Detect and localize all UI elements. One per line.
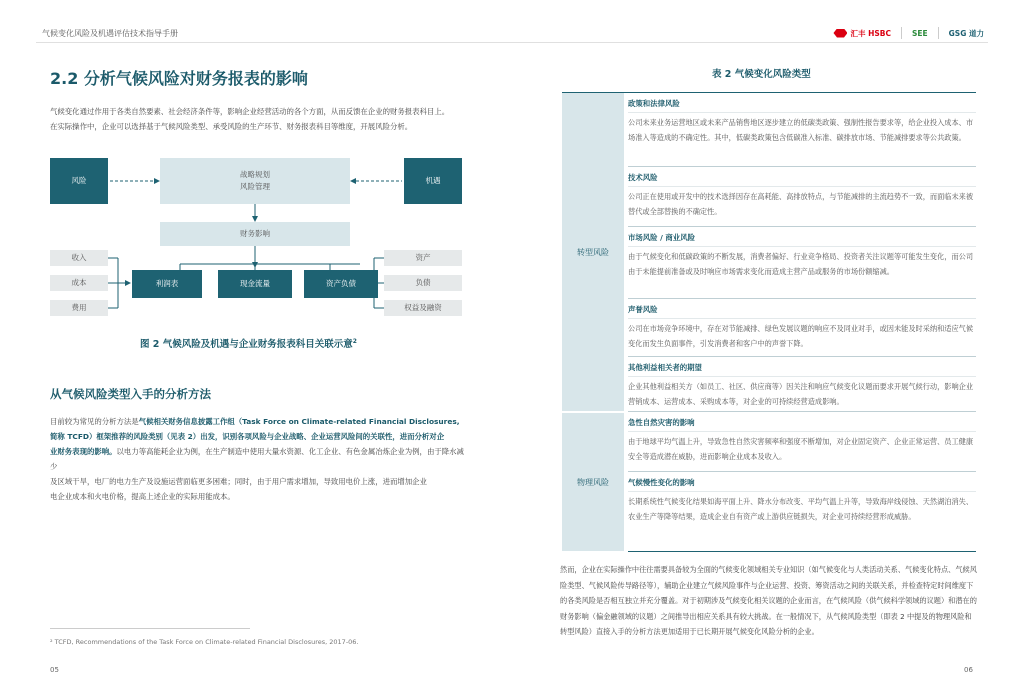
asset-item: 资产: [384, 250, 462, 266]
liability-item: 负债: [384, 275, 462, 291]
method-paragraph: 目前较为常见的分析方法是气候相关财务信息披露工作组（Task Force on Climate-related Financial Disclosures, 简称 TCFD）框架推荐的风险类别（见表 2）出发，识别各项风险与企业战略、企业运营风险间的关联性，进而分析对企 业财务表现的影响。以电力等高能耗企业为例，在生产制造中使用大量水资源、化工企业、有色金属冶炼企业为例，由于降水减少 及区域干旱，电厂的电力生产及设施运营面临更多困难；同时，由于用户需求增加，导致用电价上涨，进而增加企业 电企业成本和火电价格，提高上述企业的实际用能成本。: [50, 417, 464, 501]
footnote-divider: [50, 628, 250, 629]
table-row: 其他利益相关者的期望 企业其他利益相关方（如员工、社区、供应商等）因关注和响应气候变化议题而要求开展气候行动，影响企业营销成本、运营成本、采购成本等，对企业的可持续经营造成影响。: [628, 358, 976, 412]
table-top-rule: [562, 92, 976, 93]
figure-caption: 图 2 气候风险及机遇与企业财务报表科目关联示意$^2$: [140, 337, 357, 350]
table-title: 表 2 气候变化风险类型: [712, 69, 811, 80]
hsbc-logo: 汇丰 HSBC: [833, 28, 891, 39]
income-item: 收入: [50, 250, 108, 266]
header-title: 气候变化风险及机遇评估技术指导手册: [42, 29, 178, 38]
risk-box: 风险: [50, 158, 108, 204]
logo-bar: [833, 26, 984, 40]
table-row: 声誉风险 公司在市场竞争环境中，存在对节能减排、绿色发展议题的响应不及同业对手，或因未能及时采纳和适应气候变化而发生负面事件，引发消费者和客户中的声誉下降。: [628, 300, 976, 357]
cost-item: 成本: [50, 275, 108, 291]
risk-arrow: [108, 176, 160, 186]
physical-risk-label: 物理风险: [562, 413, 624, 551]
gsg-logo: GSG 道力: [948, 28, 984, 38]
opportunity-arrow: [350, 176, 404, 186]
logo-divider: [901, 27, 902, 39]
left-bracket-arrow: [108, 254, 132, 314]
down-arrow-icon: [250, 204, 260, 222]
section-heading: 2.2 分析气候风险对财务报表的影响: [50, 69, 308, 88]
equity-item: 权益及融资: [384, 300, 462, 316]
strategy-box: 战略规划 风险管理: [160, 158, 350, 204]
table-row: 政策和法律风险 公司未来业务运营地区或未来产品销售地区逐步建立的低碳类政策、强制性报告要求等，给企业投入成本、市场准入等造成的不确定性。其中，低碳类政策包含低碳准入标准、碳排放市场、节能减排要求等公共政策。: [628, 94, 976, 167]
table-row: 急性自然灾害的影响 由于地球平均气温上升，导致急性自然灾害频率和强度不断增加，对企业固定资产、企业正常运营、员工健康安全等造成潜在威胁，进而影响企业成本及收入。: [628, 413, 976, 472]
hsbc-hexagon-icon: [833, 29, 847, 38]
intro-paragraph: 气候变化通过作用于各类自然要素、社会经济条件等，影响企业经营活动的各个方面，从而反馈在企业的财务报表科目上。 在实际操作中，企业可以选择基于气候风险类型、承受风险的生产环节、财务报表科目等维度，开展风险分析。: [50, 107, 450, 131]
logo-divider: [938, 27, 939, 39]
see-logo: SEE: [912, 28, 928, 38]
balance-sheet-box: 资产负债: [304, 270, 378, 298]
page-number-left: 05: [50, 666, 59, 674]
table-row: 气候慢性变化的影响 长期系统性气候变化结果如海平面上升、降水分布改变、平均气温上升等，导致海岸线侵蚀、天然湖泊消失、农业生产等降等结果，造成企业自有资产或上游供应链损失，对企业可持续经营形成威胁。: [628, 473, 976, 552]
table-row: 市场风险 / 商业风险 由于气候变化和低碳政策的不断发展，消费者偏好、行业竞争格局、投资者关注议题等可能发生变化，而公司由于未能提前准备或及时响应市场需求变化而造成主营产品或服务的市场份额缩减。: [628, 228, 976, 299]
conclusion-paragraph: 然而，企业在实际操作中往往需要具备较为全面的气候变化领域相关专业知识（如气候变化与人类活动关系、气候变化特点、气候风险类型、气候风险传导路径等），辅助企业建立气候风险事件与企业运营、投资、筹资活动之间的关联关系，并检查特定时间维度下的各类风险是否相互独立并充分覆盖。对于初期涉及气候变化相关议题的企业而言，在气候风险（供气候科学领域的议题）和潜在的财务影响（偏金融领域的议题）之间推导出相应关系具有较大挑战。在一般情况下，从气候风险类型（即表 2 中提及的物理风险和转型风险）直接入手的分析方法更加适用于已长期开展气候变化风险分析的企业。: [560, 565, 977, 636]
table-row: 技术风险 公司正在使用或开发中的技术选择因存在高耗能、高排放特点，与节能减排的主流趋势不一致，而面临未来被替代或全部替换的不确定性。: [628, 168, 976, 227]
page-number-right: 06: [964, 666, 973, 674]
method-subheading: 从气候风险类型入手的分析方法: [50, 387, 211, 401]
cash-flow-box: 现金流量: [218, 270, 292, 298]
income-statement-box: 利润表: [132, 270, 202, 298]
expense-item: 费用: [50, 300, 108, 316]
financial-impact-box: 财务影响: [160, 222, 350, 246]
transition-risk-label: 转型风险: [562, 93, 624, 411]
opportunity-box: 机遇: [404, 158, 462, 204]
page-header: [36, 26, 988, 43]
footnote: ² TCFD, Recommendations of the Task Force on Climate-related Financial Disclosures, 2017-06.: [50, 638, 359, 646]
